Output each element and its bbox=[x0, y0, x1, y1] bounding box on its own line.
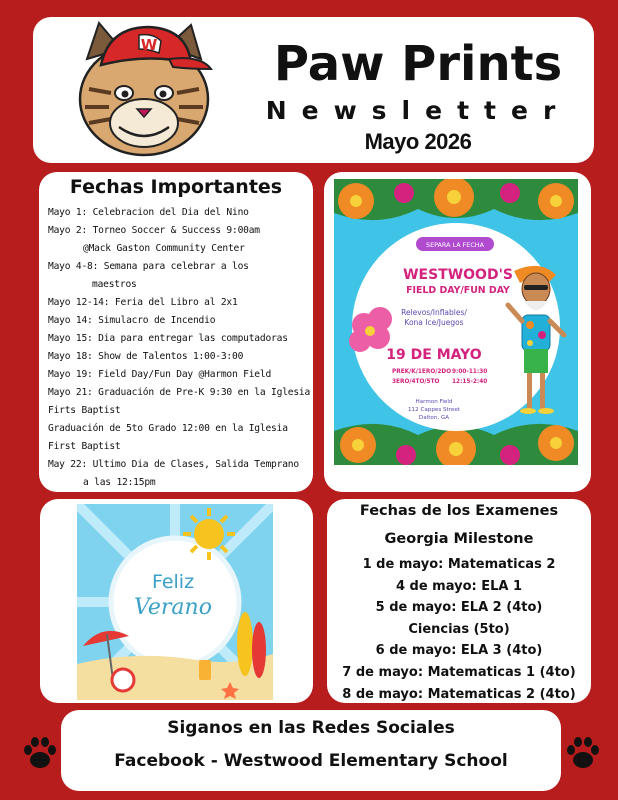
important-date-line: Mayo 18: Show de Talentos 1:00-3:00 bbox=[48, 351, 244, 362]
newsletter-issue-date: Mayo 2026 bbox=[364, 129, 472, 154]
feliz-verano-illustration bbox=[77, 504, 273, 700]
important-date-line: Mayo 14: Simulacro de Incendio bbox=[48, 315, 216, 326]
paw-print-icon bbox=[20, 733, 60, 773]
important-date-line: Mayo 1: Celebracion del Dia del Nino bbox=[48, 207, 249, 218]
header-panel bbox=[33, 17, 594, 163]
paw-print-icon bbox=[563, 733, 603, 773]
important-date-line: Mayo 2: Torneo Soccer & Success 9:00am bbox=[48, 225, 260, 236]
important-date-line: maestros bbox=[92, 279, 137, 290]
facebook-link[interactable]: Facebook - Westwood Elementary School bbox=[114, 751, 508, 771]
important-date-line: Mayo 19: Field Day/Fun Day @Harmon Field bbox=[48, 369, 272, 380]
exam-date-item: 4 de mayo: ELA 1 bbox=[395, 578, 523, 594]
exam-dates-panel bbox=[327, 499, 591, 703]
flyer-date: 19 DE MAYO bbox=[386, 347, 482, 363]
exam-date-item: 6 de mayo: ELA 3 (4to) bbox=[375, 643, 543, 659]
beach-ball-icon bbox=[112, 669, 134, 691]
important-date-line: @Mack Gaston Community Center bbox=[83, 243, 245, 254]
summer-text-line1: Feliz bbox=[151, 571, 195, 593]
mascot-cap-letter: W bbox=[140, 36, 158, 54]
flyer-title-line1: WESTWOOD'S bbox=[403, 267, 513, 283]
exam-date-item: 1 de mayo: Matematicas 2 bbox=[362, 557, 556, 572]
flyer-title-line2: FIELD DAY/FUN DAY bbox=[406, 285, 510, 296]
social-media-panel bbox=[61, 710, 561, 791]
important-date-line: First Baptist bbox=[48, 441, 121, 452]
important-date-line: Firts Baptist bbox=[48, 405, 121, 416]
important-dates-panel bbox=[39, 172, 313, 492]
exam-dates-title: Fechas de los Examenes bbox=[359, 503, 559, 519]
exam-date-item: 8 de mayo: Matematicas 2 (4to) bbox=[342, 686, 576, 702]
flyer-location-line1: Harmon Field bbox=[415, 399, 453, 405]
summer-panel bbox=[40, 499, 313, 703]
flyer-location-line2: 112 Cappes Street bbox=[407, 407, 461, 413]
flyer-badge: SEPARA LA FECHA bbox=[426, 241, 484, 249]
exam-dates-subtitle: Georgia Milestone bbox=[384, 531, 534, 547]
newsletter-title: Paw Prints bbox=[273, 36, 563, 92]
exam-date-item: 5 de mayo: ELA 2 (4to) bbox=[375, 600, 543, 616]
flyer-grades-row2-right: 12:15-2:40 bbox=[452, 379, 488, 385]
important-date-line: Mayo 12-14: Feria del Libro al 2x1 bbox=[48, 297, 238, 308]
important-date-line: Mayo 15: Dia para entregar las computadoras bbox=[48, 333, 288, 344]
flyer-grades-row2-left: 3ERO/4TO/5TO bbox=[392, 379, 440, 385]
flyer-grades-row1-right: 9:00-11:30 bbox=[452, 369, 488, 375]
important-date-line: Mayo 21: Graduación de Pre-K 9:30 en la Iglesia bbox=[48, 387, 311, 398]
mascot-logo bbox=[69, 19, 219, 161]
summer-text-line2: Verano bbox=[134, 595, 212, 620]
social-media-title: Siganos en las Redes Sociales bbox=[167, 718, 455, 738]
exam-date-item: 7 de mayo: Matematicas 1 (4to) bbox=[342, 664, 576, 680]
important-date-line: May 22: Ultimo Dia de Clases, Salida Temprano bbox=[48, 459, 299, 470]
drink-icon bbox=[199, 660, 211, 680]
important-date-line: Graduación de 5to Grado 12:00 en la Iglesia bbox=[48, 423, 288, 434]
exam-dates-list bbox=[327, 554, 591, 703]
important-dates-list bbox=[48, 204, 310, 492]
flyer-grades-row1-left: PREK/K/1ERO/2DO bbox=[392, 369, 452, 375]
important-date-line: a las 12:15pm bbox=[83, 477, 156, 488]
important-dates-title: Fechas Importantes bbox=[69, 176, 283, 198]
important-date-line: Mayo 4-8: Semana para celebrar a los bbox=[48, 261, 249, 272]
flyer-activities-line1: Relevos/Inflables/ bbox=[401, 308, 467, 317]
exam-date-item: Ciencias (5to) bbox=[408, 621, 510, 637]
newsletter-subtitle: Newsletter bbox=[265, 96, 571, 125]
flyer-location-line3: Dalton, GA bbox=[418, 415, 450, 421]
field-day-flyer-panel bbox=[324, 172, 591, 492]
flyer-activities-line2: Kona Ice/Juegos bbox=[404, 318, 464, 327]
field-day-flyer bbox=[334, 179, 578, 465]
